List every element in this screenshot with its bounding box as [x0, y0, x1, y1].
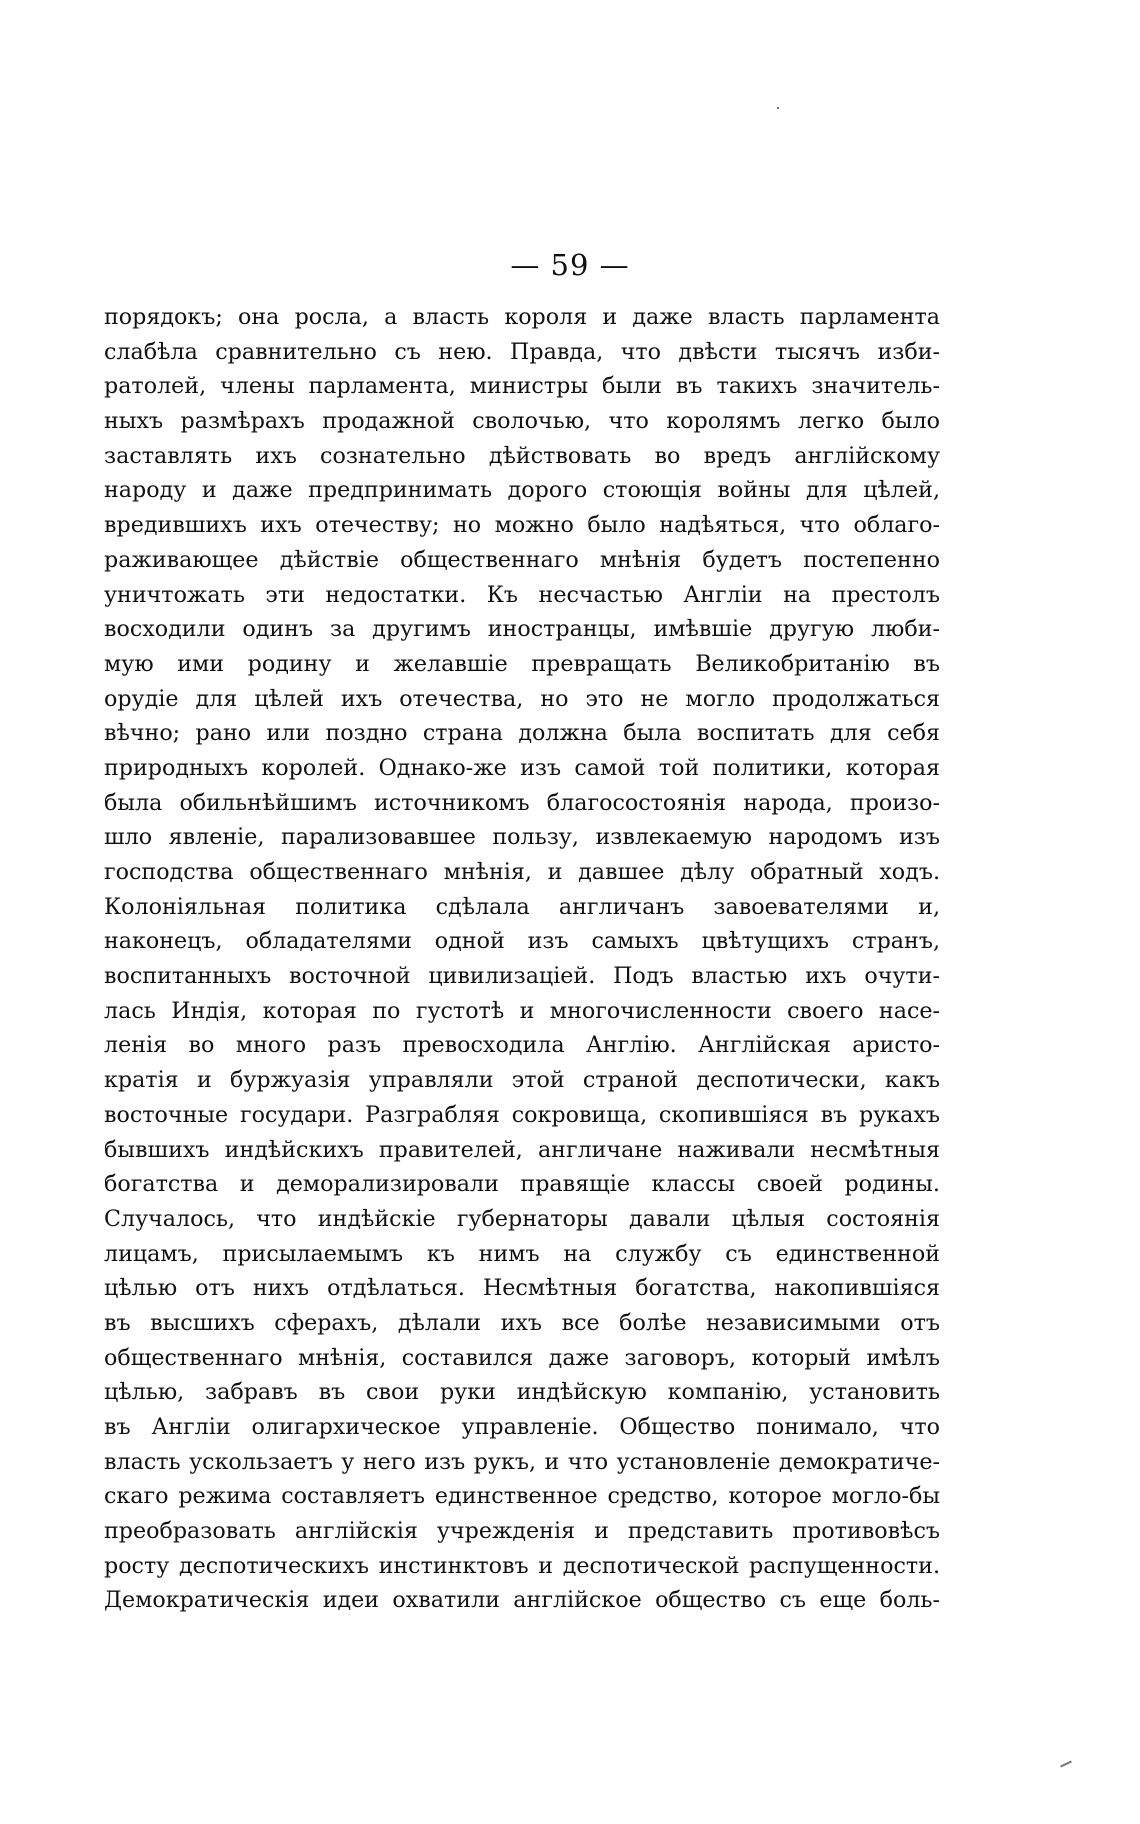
text-line: въ Англіи олигархическое управленіе. Общество понимало, что	[104, 1414, 940, 1440]
text-line: вѣчно; рано или поздно страна должна была воспитать для себя	[104, 720, 940, 747]
text-line: Демократическія идеи охватили англійское общество съ еще боль-	[104, 1587, 940, 1614]
text-line: господства общественнаго мнѣнія, и давшее дѣлу обратный ходъ.	[104, 859, 940, 885]
text-line: общественнаго мнѣнія, составился даже заговоръ, который имѣлъ	[104, 1344, 940, 1371]
text-line: восходили одинъ за другимъ иностранцы, имѣвшіе другую люби-	[104, 616, 940, 643]
text-line: наконецъ, обладателями одной изъ самыхъ цвѣтущихъ странъ,	[104, 928, 940, 955]
text-line: цѣлью, забравъ въ свои руки индѣйскую компанію, установить	[104, 1379, 940, 1406]
text-line: уничтожать эти недостатки. Къ несчастью Англіи на престолъ	[104, 581, 940, 608]
text-line: порядокъ; она росла, а власть короля и даже власть парламента	[104, 304, 940, 330]
text-line: кратія и буржуазія управляли этой страной деспотически, какъ	[104, 1067, 940, 1094]
text-line: ратолей, члены парламента, министры были въ такихъ значитель-	[104, 373, 940, 400]
text-line: скаго режима составляетъ единственное средство, которое могло-бы	[104, 1483, 940, 1510]
text-line: воспитанныхъ восточной цивилизаціей. Подъ властью ихъ очути-	[104, 963, 940, 990]
text-line: бывшихъ индѣйскихъ правителей, англичане наживали несмѣтныя	[104, 1136, 940, 1163]
page-number: — 59 —	[510, 248, 630, 282]
text-line: Случалось, что индѣйскіе губернаторы давали цѣлыя состоянія	[104, 1205, 940, 1232]
text-line: лась Индія, которая по густотѣ и многочисленности своего насе-	[104, 997, 940, 1024]
text-line: лицамъ, присылаемымъ къ нимъ на службу съ единственной	[104, 1240, 940, 1267]
text-line: природныхъ королей. Однако-же изъ самой той политики, которая	[104, 754, 940, 781]
scan-speck	[1060, 1761, 1072, 1768]
text-line: мую ими родину и желавшіе превращать Великобританію въ	[104, 650, 940, 677]
text-line: богатства и деморализировали правящіе классы своей родины.	[104, 1171, 940, 1198]
text-line: восточные государи. Разграбляя сокровища, скопившіяся въ рукахъ	[104, 1101, 940, 1128]
text-line: въ высшихъ сферахъ, дѣлали ихъ все болѣе независимыми отъ	[104, 1309, 940, 1336]
text-line: ленія во много разъ превосходила Англію. Англійская аристо-	[104, 1032, 940, 1059]
text-line: народу и даже предпринимать дорого стоющія войны для цѣлей,	[104, 477, 940, 504]
text-line: Колоніяльная политика сдѣлала англичанъ завоевателями и,	[104, 893, 940, 920]
text-line: слабѣла сравнительно съ нею. Правда, что двѣсти тысячъ изби-	[104, 338, 940, 365]
text-line: была обильнѣйшимъ источникомъ благосостоянія народа, произо-	[104, 789, 940, 816]
text-line: преобразовать англійскія учрежденія и представить противовѣсъ	[104, 1518, 940, 1545]
text-line: ныхъ размѣрахъ продажной сволочью, что королямъ легко было	[104, 408, 940, 435]
text-line: власть ускользаетъ у него изъ рукъ, и что установленіе демократиче-	[104, 1448, 940, 1475]
text-line: росту деспотическихъ инстинктовъ и деспотической распущенности.	[104, 1552, 940, 1579]
text-line: шло явленіе, парализовавшее пользу, извлекаемую народомъ изъ	[104, 824, 940, 851]
text-line: заставлять ихъ сознательно дѣйствовать во вредъ англійскому	[104, 442, 940, 469]
scan-speck	[777, 107, 779, 109]
text-line: орудіе для цѣлей ихъ отечества, но это не могло продолжаться	[104, 685, 940, 712]
body-text	[104, 300, 940, 1618]
text-line: цѣлью отъ нихъ отдѣлаться. Несмѣтныя богатства, накопившіяся	[104, 1275, 940, 1302]
text-line: раживающее дѣйствіе общественнаго мнѣнія будетъ постепенно	[104, 546, 940, 573]
text-line: вредившихъ ихъ отечеству; но можно было надѣяться, что облаго-	[104, 512, 940, 539]
